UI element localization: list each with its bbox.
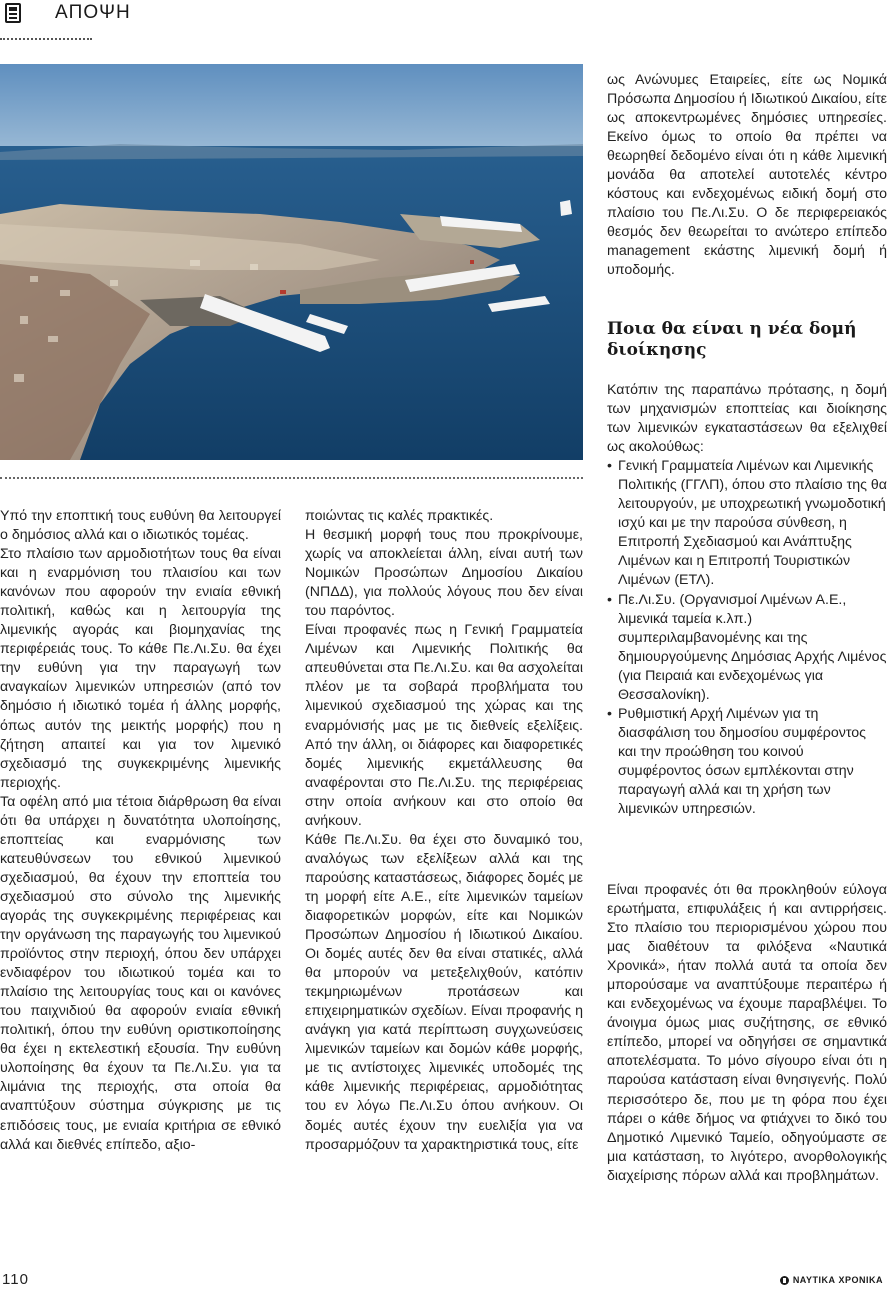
right-column-intro	[607, 71, 887, 281]
right-closing-paragraph: Είναι προφανές ότι θα προκληθούν εύλογα ερωτήματα, επιφυλάξεις ή και αντιρρήσεις. Στο πλαίσιο του περιορισμένου χώρου που μας διαθέτουν τα φιλόξενα «Ναυτικά Χρονικά», ήταν πολλά αυτά τα οποία δεν μπορούσαμε να αναπτύξουμε περαιτέρω ή και ενδεχομένως να έχουμε παραβλέψει. Το άνοιγμα όμως μιας συζήτησης, σε εθνικό επίπεδο, μπορεί να οδηγήσει σε σημαντικά αποτελέσματα. Το μόνο σίγουρο είναι ότι η παρούσα κατάσταση είναι θνησιγενής. Πολύ περισσότερο δε, που με τη φόρα που έχει πάρει ο κάθε δήμος να φτιάχνει το δικό του Δημοτικό Λιμενικό Ταμείο, οδηγούμαστε σε μια κατάσταση, το λιγότερο, ανορθολογικής διαχείρισης πόρων αλλά και προβλημάτων.	[607, 882, 887, 1184]
left-paragraph-1: Υπό την εποπτική τους ευθύνη θα λειτουργεί ο δημόσιος αλλά και ο ιδιωτικός τομέας.	[0, 508, 281, 544]
bullet-item: • Γενική Γραμματεία Λιμένων και Λιμενικής Πολιτικής (ΓΓΛΠ), όπου στο πλαίσιο της θα λειτουργούν, με υποχρεωτική γνωμοδοτική ισχύ και με την παρούσα σύνθεση, η Επιτροπή Σχεδιασμού και Ανάπτυξης Λιμένων και η Επιτροπή Τουριστικών Λιμένων (ΕΤΛ).	[607, 458, 887, 589]
right-column-closing	[607, 881, 887, 1186]
right-column-structure	[607, 381, 887, 819]
brand-logo-icon	[780, 1276, 789, 1285]
middle-paragraph-2: Η θεσμική μορφή τους που προκρίνουμε, χωρίς να αποκλείεται άλλη, είναι αυτή των Νομικών Προσώπων Δημοσίου Δικαίου (ΝΠΔΔ), για πολλούς λόγους που δεν είναι του παρόντος.	[305, 527, 583, 620]
left-paragraph-2: Στο πλαίσιο των αρμοδιοτήτων τους θα είναι και η εναρμόνιση του πλαισίου και των κανόνων που αφορούν την ενιαία εθνική πολιτική, καθώς και η λειτουργία της λιμενικής αγοράς και βιομηχανίας της περιφέρειάς τους. Το κάθε Πε.Λι.Συ. θα έχει την ευθύνη για την παραγωγή των αναγκαίων λιμενικών υπηρεσιών (από τον δημόσιο ή ιδιωτικό τομέα ή άλλης μορφής, όπως αυτόν της μεικτής μορφής) που η ζήτηση απαιτεί και για τον λιμενικό σχεδιασμό της συγκεκριμένης λιμενικής περιοχής.	[0, 546, 281, 791]
harbor-photo	[0, 64, 583, 460]
bullet-list	[607, 457, 887, 819]
bullet-dot: •	[607, 591, 612, 608]
middle-paragraph-4: Κάθε Πε.Λι.Συ. θα έχει στο δυναμικό του, αναλόγως των εξελίξεων αλλά και της παρούσης καταστάσεως, διάφορες δομές με τη μορφή είτε Α.Ε., είτε λιμενικών ταμείων διαφορετικών μορφών, είτε και Νομικών Προσώπων Δημοσίου ή Ιδιωτικού Δικαίου. Οι δομές αυτές δεν θα είναι στατικές, αλλά θα μπορούν να μετεξελιχθούν, κατόπιν τεκμηριωμένων προτάσεων και επιχειρηματικών σχεδίων. Είναι προφανής η ανάγκη για κατά περίπτωση συγχωνεύσεις λιμενικών ταμείων και δομών κάθε μορφής, με τις αντίστοιχες λιμενικές υποδομές της κάθε λιμενικής περιφέρειας, αρμοδιότητας του εν λόγω Πε.Λι.Συ όπου ανήκουν. Οι δομές αυτές έχουν την ευελιξία για να προσαρμόζουν τα χαρακτηριστικά τους, είτε	[305, 831, 583, 1153]
header-divider	[0, 38, 92, 40]
right-lead-paragraph: Κατόπιν της παραπάνω πρότασης, η δομή των μηχανισμών εποπτείας και διοίκησης των λιμενικών εγκαταστάσεων θα εξελιχθεί ως ακολούθως:	[607, 382, 887, 456]
subsection-heading: Ποια θα είναι η νέα δομή διοίκησης	[607, 319, 857, 360]
publication-brand	[780, 1275, 883, 1285]
bullet-dot: •	[607, 705, 612, 722]
newspaper-icon	[5, 3, 21, 23]
right-intro-paragraph: ως Ανώνυμες Εταιρείες, είτε ως Νομικά Πρόσωπα Δημοσίου ή Ιδιωτικού Δικαίου, είτε ως αποκεντρωμένες δημόσιες υπηρεσίες. Εκείνο όμως το οποίο θα πρέπει να θεωρηθεί δεδομένο είναι ότι η κάθε λιμενική μονάδα θα αποτελεί αυτοτελές κέντρο κόστους και ενδεχομένως ειδική δομή στο πλαίσιο του Πε.Λι.Συ. Ο δε περιφερειακός θεσμός δεν θεωρείται το ανώτερο επίπεδο management εκάστης λιμενική δομή ή υποδομής.	[607, 72, 887, 279]
section-header	[0, 0, 887, 44]
brand-name: ΝΑΥΤΙΚΑ ΧΡΟΝΙΚΑ	[792, 1275, 883, 1285]
bullet-dot: •	[607, 458, 612, 475]
photo-divider	[0, 477, 583, 479]
middle-column	[305, 507, 583, 1155]
section-title: ΑΠΟΨΗ	[55, 2, 131, 23]
middle-paragraph-1: ποιώντας τις καλές πρακτικές.	[305, 508, 494, 524]
left-column	[0, 507, 281, 1155]
left-paragraph-3: Τα οφέλη από μια τέτοια διάρθρωση θα είναι ότι θα υπάρχει η δυνατότητα υλοποίησης, εποπτείας και εναρμόνισης των κατευθύνσεων του εθνικού λιμενικού σχεδιασμού, θα έχουν την εποπτεία του σχεδιασμού στο σύνολο της λιμενικής αγοράς της συγκεκριμένης περιφέρειας και την οργάνωση της παραγωγής του λιμενικού προϊόντος στην περιοχή, όπου δεν υπάρχει ενδιαφέρον του ιδιωτικού τομέα και το πλαίσιο της λειτουργίας τους και οι κανόνες του παιχνιδιού θα αφορούν ενιαία εθνική πολιτική, όπου την ευθύνη οριστικοποίησης θα έχει η εκτελεστική εξουσία. Την ευθύνη υλοποίησης θα έχουν τα Πε.Λι.Συ. για τα λιμάνια της περιοχής, στα οποία θα αναπτύξουν σύστημα σύγκρισης με τις επιδόσεις τους, με ενιαία κριτήρια σε εθνικό αλλά και διεθνές επίπεδο, αξιο-	[0, 793, 281, 1153]
middle-paragraph-3: Είναι προφανές πως η Γενική Γραμματεία Λιμένων και Λιμενικής Πολιτικής θα απευθύνεται στα Πε.Λι.Συ. και θα ασχολείται πλέον με τα σοβαρά προβλήματα του λιμενικού σχεδιασμού της χώρας και της εναρμόνισής μας με τις διεθνείς εξελίξεις. Από την άλλη, οι διάφορες και διαφορετικές δομές λιμενικής εκμετάλλευσης θα αναφέρονται στο Πε.Λι.Συ. της περιφέρειας στην οποία ανήκουν και στο οποίο θα ανήκουν.	[305, 622, 583, 829]
page-number: 110	[2, 1271, 29, 1288]
bullet-item: • Ρυθμιστική Αρχή Λιμένων για τη διασφάλιση του δημοσίου συμφέροντος και την προώθηση του κοινού συμφέροντος όσων εμπλέκονται στην παραγωγή αλλά και τη χρήση των λιμενικών υπηρεσιών.	[607, 705, 866, 818]
bullet-item: • Πε.Λι.Συ. (Οργανισμοί Λιμένων Α.Ε., λιμενικά ταμεία κ.λπ.) συμπεριλαμβανομένης και της δημιουργούμενης Δημόσιας Αρχής Λιμένος (για Πειραιά και ενδεχομένως για Θεσσαλονίκη).	[607, 591, 887, 703]
